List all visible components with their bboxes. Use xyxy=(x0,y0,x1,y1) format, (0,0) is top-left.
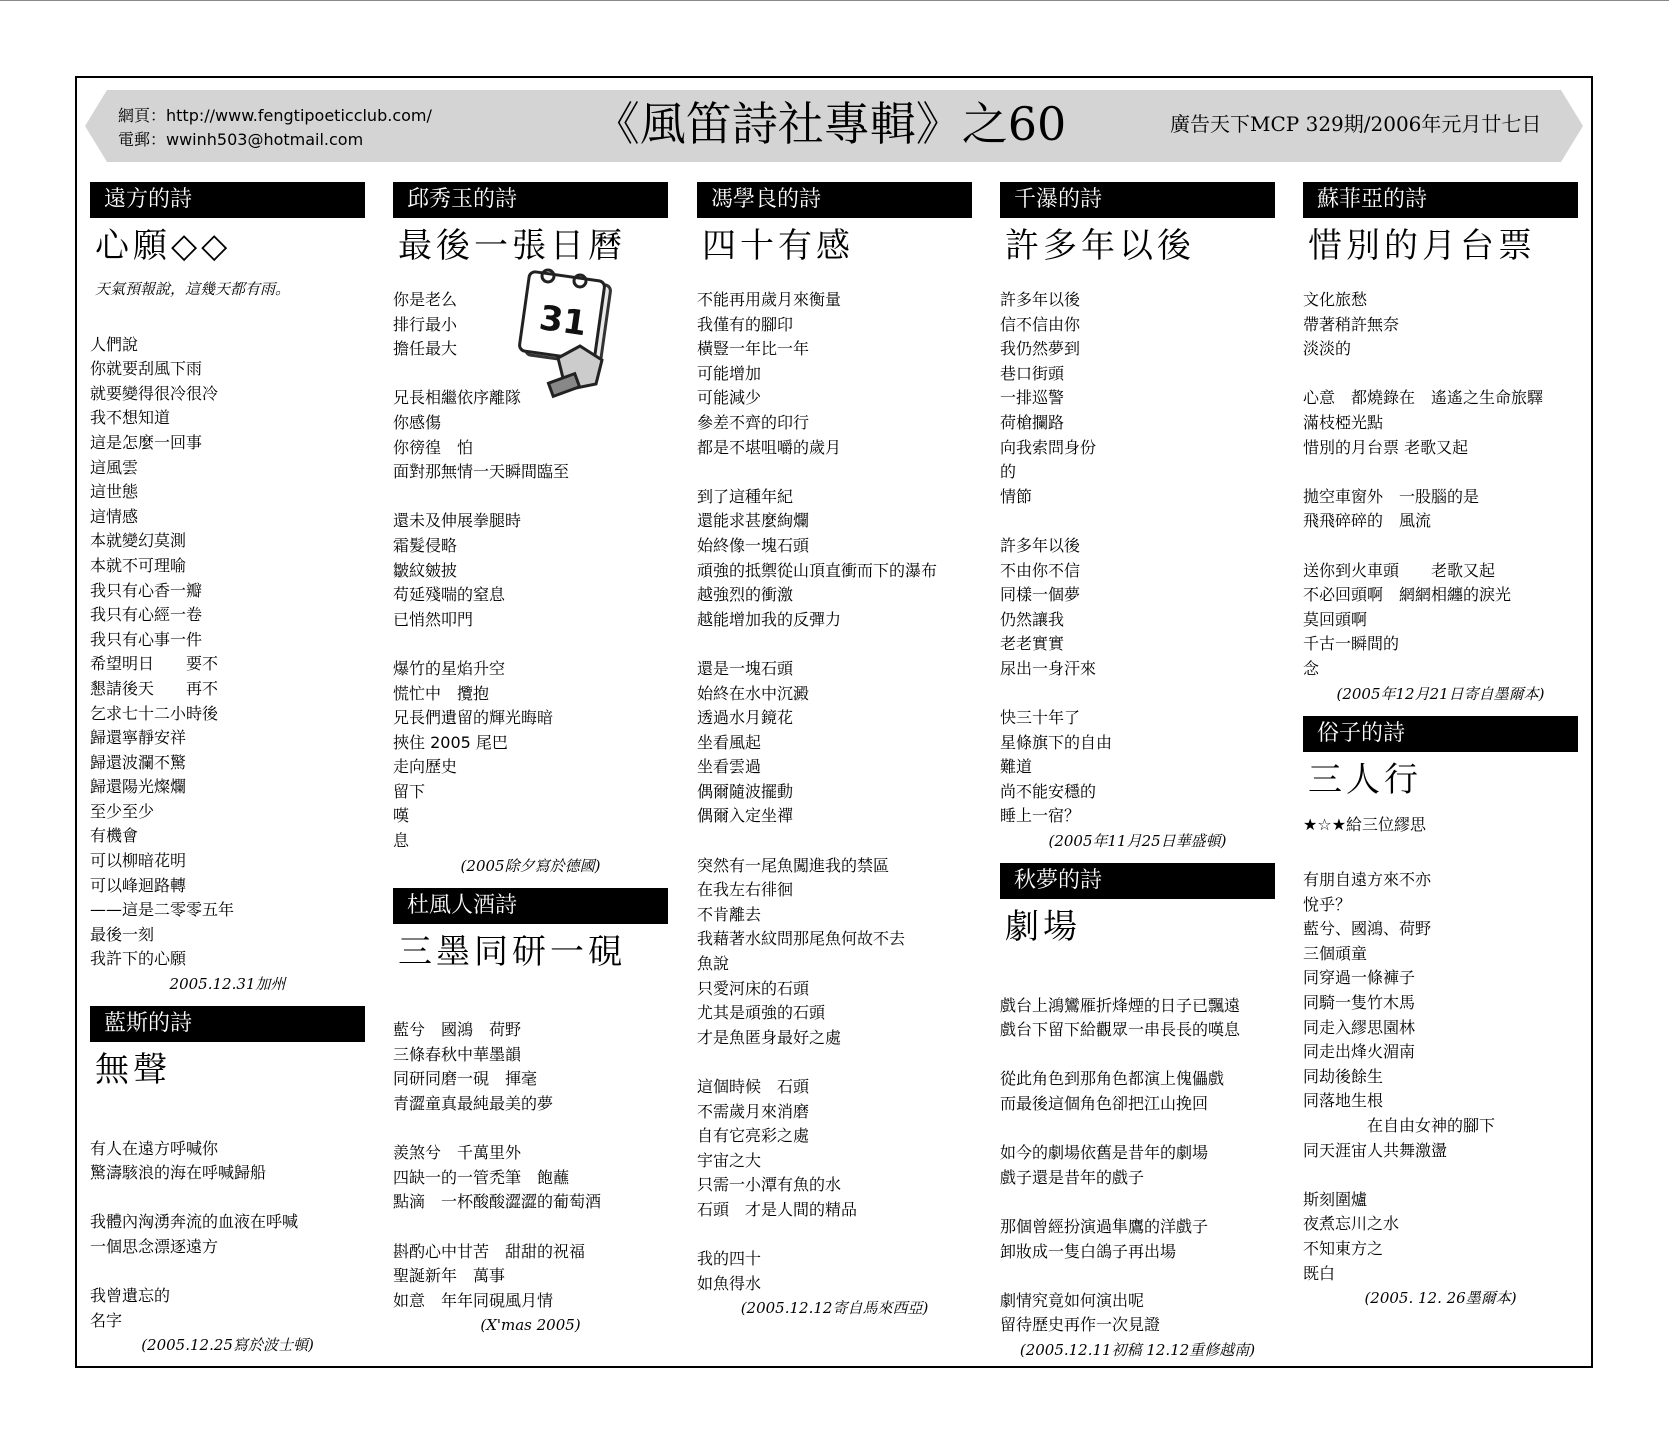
poem-body xyxy=(1000,288,1275,829)
top-rule xyxy=(0,0,1669,1)
poem-line: 霜髮侵略 xyxy=(393,535,458,555)
poem-line: 魚說 xyxy=(697,954,730,974)
poem-line: 同走入繆思園林 xyxy=(1303,1017,1416,1037)
poem-line: 不肯離去 xyxy=(697,904,762,924)
poem-line xyxy=(90,1186,365,1211)
poem-line: 我只有心經一卷 xyxy=(90,605,203,625)
poem-line: 不知東方之 xyxy=(1303,1239,1384,1258)
poem-line: 走向歷史 xyxy=(393,757,458,777)
poem-section xyxy=(90,182,365,996)
poem-line: 突然有一尾魚闖進我的禁區 xyxy=(697,855,890,875)
poem-line: 歸還陽光燦爛 xyxy=(90,777,187,797)
poem-line: 同樣一個夢 xyxy=(1000,585,1081,605)
poem-line: 還未及伸展拳腿時 xyxy=(393,511,522,531)
poem-line: 你是老么 xyxy=(393,290,458,309)
poem-line: 有機會 xyxy=(90,826,139,846)
poem-line: 許多年以後 xyxy=(1000,535,1081,555)
poem-line: 難道 xyxy=(1000,757,1033,777)
poem-line: 戲子還是昔年的戲子 xyxy=(1000,1167,1145,1187)
poem-line: 心意 都燒錄在 遙遙之生命旅驛 xyxy=(1303,388,1544,408)
poem-line: 至少至少 xyxy=(90,801,155,821)
poem-line xyxy=(393,994,668,1019)
poem-line: 只需一小潭有魚的水 xyxy=(697,1175,842,1195)
poem-signature: (2005.12.25寫於波士頓) xyxy=(141,1336,314,1355)
poem-line: 歸還寧靜安祥 xyxy=(90,728,187,748)
poem-line xyxy=(90,308,365,333)
poem-line: 可以柳暗花明 xyxy=(90,851,187,871)
poem-line: 聖誕新年 萬事 xyxy=(393,1266,506,1286)
poem-line: 老老實實 xyxy=(1000,634,1065,654)
poem-line: 面對那無情一天瞬間臨至 xyxy=(393,462,570,482)
poem-line: 橫豎一年比一年 xyxy=(697,339,810,359)
poem-title: 心願◇◇ xyxy=(95,226,232,266)
poem-line: 夜煮忘川之水 xyxy=(1303,1214,1400,1234)
poem-line xyxy=(90,1260,365,1285)
poem-title: 劇場 xyxy=(1005,907,1081,948)
poem-line: 才是魚匿身最好之處 xyxy=(697,1027,842,1047)
poem-line: 偶爾入定坐禪 xyxy=(697,806,794,826)
poem-line: 驚濤駭浪的海在呼喊歸船 xyxy=(90,1163,267,1183)
poem-line: 我許下的心願 xyxy=(90,949,187,969)
poem-line: 一排巡警 xyxy=(1000,388,1065,408)
poem-section xyxy=(1303,182,1578,706)
poem-body xyxy=(1303,288,1578,682)
section-heading: 蘇菲亞的詩 xyxy=(1303,182,1578,218)
poem-signature: (2005.12.12寄自馬來西亞) xyxy=(740,1299,929,1318)
poem-line: 巷口街頭 xyxy=(1000,363,1065,383)
email-text: 電郵：wwinh503@hotmail.com xyxy=(118,130,364,149)
poem-line: 這世態 xyxy=(90,482,139,502)
poem-line: 排行最小 xyxy=(393,314,458,334)
poem-line xyxy=(393,1215,668,1240)
poem-line: 仍然讓我 xyxy=(1000,609,1065,629)
poem-line: 都是不堪咀嚼的歲月 xyxy=(697,437,842,457)
section-heading: 遠方的詩 xyxy=(90,182,365,218)
poem-line: 如今的劇場依舊是昔年的劇場 xyxy=(1000,1143,1209,1163)
header-contact xyxy=(118,104,432,152)
poem-line: 參差不齊的印行 xyxy=(697,412,810,432)
poem-line xyxy=(1000,969,1275,994)
poem-line: 有朋自遠方來不亦 xyxy=(1303,870,1432,890)
poem-line: 同走出烽火湄南 xyxy=(1303,1042,1416,1062)
poem-line: 我的四十 xyxy=(697,1249,762,1269)
poem-line: 爆竹的星焰升空 xyxy=(393,658,506,678)
poem-line: 我僅有的腳印 xyxy=(697,314,794,334)
section-heading: 邱秀玉的詩 xyxy=(393,182,668,218)
poem-line: 頑強的抵禦從山頂直衝而下的瀑布 xyxy=(697,560,938,580)
poem-line: 留下 xyxy=(393,781,426,801)
poem-line xyxy=(697,1223,972,1248)
poem-line: 拋空車窗外 一股腦的是 xyxy=(1303,486,1480,506)
poem-line: 同天涯宙人共舞激盪 xyxy=(1303,1140,1448,1160)
poem-line: 如意 年年同硯風月情 xyxy=(393,1290,554,1310)
poem-line: 斟酌心中甘苦 甜甜的祝福 xyxy=(393,1241,586,1261)
poem-line: 可能增加 xyxy=(697,363,762,383)
poem-line: 擔任最大 xyxy=(393,339,458,359)
poem-line: 還能求甚麼絢爛 xyxy=(697,511,810,531)
poem-line xyxy=(1000,1117,1275,1142)
poem-line: 挾住 2005 尾巴 xyxy=(393,732,508,752)
poem-title: 三人行 xyxy=(1308,759,1422,800)
poem-line xyxy=(393,632,668,657)
poem-line: 兄長們遺留的輝光晦暗 xyxy=(393,708,554,728)
poem-line: 在我左右徘徊 xyxy=(697,880,794,900)
poem-line: 千古一瞬間的 xyxy=(1303,634,1400,654)
poem-title: 惜別的月台票 xyxy=(1308,226,1536,266)
poem-line: 本就不可理喻 xyxy=(90,555,187,575)
poem-line: 只愛河床的石頭 xyxy=(697,978,810,998)
poem-line: 坐看風起 xyxy=(697,732,762,752)
poem-line xyxy=(697,460,972,485)
poem-line: 從此角色到那角色都演上傀儡戲 xyxy=(1000,1069,1225,1089)
poem-signature: (2005年12月21日寄自墨爾本) xyxy=(1336,684,1545,703)
poem-line xyxy=(1303,460,1578,485)
poem-line: 三條春秋中華墨韻 xyxy=(393,1044,522,1064)
poem-title: 無聲 xyxy=(95,1050,171,1091)
poem-line: 嘆 xyxy=(393,806,410,826)
poem-line: 人們說 xyxy=(90,334,139,354)
poem-subtitle: 天氣預報說，這幾天都有雨。 xyxy=(95,280,291,298)
poem-line: 乞求七十二小時後 xyxy=(90,703,219,723)
poem-line: 不能再用歲月來衡量 xyxy=(697,290,842,309)
poem-line: 最後一刻 xyxy=(90,924,155,944)
poem-line: 同騎一隻竹木馬 xyxy=(1303,993,1416,1013)
issue-info: 廣告天下MCP 329期/2006年元月廿七日 xyxy=(1170,112,1542,136)
column-3 xyxy=(697,182,972,1320)
poem-line: 不必回頭啊 網網相纏的淚光 xyxy=(1303,585,1512,605)
poem-body xyxy=(90,1112,365,1333)
poem-line: 懇請後天 再不 xyxy=(90,678,219,698)
poem-line: 石頭 才是人間的精品 xyxy=(697,1199,858,1219)
poem-line: 始終在水中沉澱 xyxy=(697,683,810,703)
section-heading: 藍斯的詩 xyxy=(90,1006,365,1042)
poem-line: 在自由女神的腳下 xyxy=(1303,1116,1496,1136)
poem-line: 莫回頭啊 xyxy=(1303,609,1368,629)
poem-line: 同劫後餘生 xyxy=(1303,1066,1384,1086)
poem-line: 留待歷史再作一次見證 xyxy=(1000,1315,1161,1335)
poem-line: 點滴 一杯酸酸澀澀的葡萄酒 xyxy=(393,1192,602,1212)
poem-signature: 2005.12.31加州 xyxy=(169,975,286,994)
poem-line: 你就要刮風下雨 xyxy=(90,359,203,379)
poem-line: 快三十年了 xyxy=(1000,708,1081,728)
poem-line: 這風雲 xyxy=(90,457,139,477)
poem-line: 這情感 xyxy=(90,506,139,526)
section-heading: 杜風人酒詩 xyxy=(393,888,668,924)
poem-line: 始終像一塊石頭 xyxy=(697,535,810,555)
poem-section xyxy=(393,888,668,1338)
poem-line xyxy=(393,1117,668,1142)
poem-section xyxy=(1000,863,1275,1362)
poem-section xyxy=(90,1006,365,1357)
poem-line: 就要變得很冷很冷 xyxy=(90,383,219,403)
poem-section xyxy=(1303,716,1578,1311)
poem-line: 戲台上鴻鸞雁折烽煙的日子已飄遠 xyxy=(1000,995,1241,1015)
poem-line: 可以峰迴路轉 xyxy=(90,875,187,895)
poem-title: 許多年以後 xyxy=(1005,226,1195,266)
section-heading: 千瀑的詩 xyxy=(1000,182,1275,218)
poem-line: 苟延殘喘的窒息 xyxy=(393,585,506,605)
poem-line: 越能增加我的反彈力 xyxy=(697,609,842,629)
section-heading: 俗子的詩 xyxy=(1303,716,1578,752)
svg-text:31: 31 xyxy=(536,298,590,345)
poem-body xyxy=(90,308,365,972)
poem-line: 尿出一身汗來 xyxy=(1000,658,1097,678)
poem-line: 淡淡的 xyxy=(1303,339,1352,359)
poem-line xyxy=(1303,534,1578,559)
poem-title: 最後一張日曆 xyxy=(398,226,626,266)
poem-section xyxy=(697,182,972,1320)
poem-line: 越強烈的衝激 xyxy=(697,585,794,605)
poem-line: 有人在遠方呼喊你 xyxy=(90,1138,219,1158)
poem-line: 我體內洶湧奔流的血液在呼喊 xyxy=(90,1212,299,1232)
poem-line: ——這是二零零五年 xyxy=(90,900,235,920)
column-1 xyxy=(90,182,365,1357)
poem-line: 我不想知道 xyxy=(90,408,171,428)
poem-line: 皺紋皴披 xyxy=(393,560,458,580)
poem-line: 本就變幻莫測 xyxy=(90,531,187,551)
poem-body xyxy=(1000,969,1275,1338)
poem-line xyxy=(1303,362,1578,387)
poem-line: 許多年以後 xyxy=(1000,290,1081,309)
poem-line xyxy=(1303,1163,1578,1188)
poem-line: 尚不能安穩的 xyxy=(1000,781,1097,801)
poem-line: 荷槍攔路 xyxy=(1000,412,1065,432)
poem-line: 名字 xyxy=(90,1310,123,1330)
poem-line: 不由你不信 xyxy=(1000,560,1081,580)
poem-line: 我曾遺忘的 xyxy=(90,1286,171,1306)
poem-title: 三墨同研一硯 xyxy=(398,931,626,972)
poem-line: 尤其是頑強的石頭 xyxy=(697,1003,826,1023)
poem-line: 透過水月鏡花 xyxy=(697,708,794,728)
section-heading: 秋夢的詩 xyxy=(1000,863,1275,899)
page-title: 《風笛詩社專輯》之60 xyxy=(593,97,1067,151)
poem-line: 劇情究竟如何演出呢 xyxy=(1000,1290,1145,1310)
poem-body xyxy=(393,994,668,1314)
poem-line xyxy=(1000,1043,1275,1068)
poem-line: 惜別的月台票 老歌又起 xyxy=(1303,437,1469,457)
poem-line: 息 xyxy=(393,831,410,851)
poem-line: 還是一塊石頭 xyxy=(697,658,794,678)
poem-line xyxy=(1000,1190,1275,1215)
poem-line xyxy=(1000,1264,1275,1289)
website-text: 網頁：http://www.fengtipoeticclub.com/ xyxy=(118,106,432,125)
poem-line: 信不信由你 xyxy=(1000,314,1081,334)
poem-line: 坐看雲過 xyxy=(697,757,762,777)
poem-line: 如魚得水 xyxy=(697,1273,762,1293)
poem-line: 睡上一宿？ xyxy=(1000,806,1081,826)
poem-line: 而最後這個角色卻把江山挽回 xyxy=(1000,1094,1209,1114)
poem-line: 三個頑童 xyxy=(1303,943,1368,963)
poem-line xyxy=(90,1112,365,1137)
poem-line: 斯刻圍爐 xyxy=(1303,1189,1368,1209)
poem-line: 文化旅愁 xyxy=(1303,290,1368,309)
poem-subtitle: ★☆★給三位繆思 xyxy=(1303,814,1427,834)
calendar-icon xyxy=(510,262,620,402)
poem-line: 藍兮、國鴻、荷野 xyxy=(1303,919,1432,939)
poem-line: 這是怎麼一回事 xyxy=(90,432,203,452)
poem-line xyxy=(1303,844,1578,869)
poem-line: 羨煞兮 千萬里外 xyxy=(393,1143,522,1163)
poem-line: 可能減少 xyxy=(697,388,762,408)
poem-line xyxy=(393,485,668,510)
poem-line: 宇宙之大 xyxy=(697,1150,762,1170)
poem-signature: (2005. 12. 26墨爾本) xyxy=(1364,1289,1517,1308)
poem-line: 青澀童真最純最美的夢 xyxy=(393,1094,554,1114)
poem-line: 希望明日 要不 xyxy=(90,654,219,674)
column-4 xyxy=(1000,182,1275,1362)
poem-line xyxy=(697,632,972,657)
poem-line: 你徬徨 怕 xyxy=(393,437,474,457)
poem-line: 向我索問身份 xyxy=(1000,437,1097,457)
poem-line: 悅乎？ xyxy=(1303,894,1352,914)
poem-line: 慌忙中 攬抱 xyxy=(393,683,490,703)
poem-line: 我藉著水紋問那尾魚何故不去 xyxy=(697,929,906,949)
poem-signature: (X'mas 2005) xyxy=(480,1316,581,1335)
poem-line: 卸妝成一隻白鴿子再出場 xyxy=(1000,1241,1177,1261)
poem-line: 不需歲月來消磨 xyxy=(697,1101,810,1121)
poem-signature: (2005除夕寫於德國) xyxy=(460,856,601,875)
poem-line: 飛飛碎碎的 風流 xyxy=(1303,511,1432,531)
poem-line: 戲台下留下給觀眾一串長長的嘆息 xyxy=(1000,1020,1241,1040)
poem-line: 一個思念漂逐遠方 xyxy=(90,1237,219,1256)
poem-line: 既白 xyxy=(1303,1263,1336,1283)
poem-line: 偶爾隨波擺動 xyxy=(697,781,794,801)
poem-line: 你感傷 xyxy=(393,412,442,432)
poem-line: 帶著稍許無奈 xyxy=(1303,314,1400,334)
poem-line: 同研同磨一硯 揮毫 xyxy=(393,1069,538,1089)
poem-line: 我只有心香一瓣 xyxy=(90,580,203,600)
poem-line: 兄長相繼依序離隊 xyxy=(393,388,522,408)
poem-line: 歸還波瀾不驚 xyxy=(90,752,187,772)
poem-line: 星條旗下的自由 xyxy=(1000,732,1113,752)
poem-body xyxy=(697,288,972,1296)
poem-line: 送你到火車頭 老歌又起 xyxy=(1303,560,1496,580)
poem-line: 四缺一的一管禿筆 飽蘸 xyxy=(393,1167,570,1187)
poem-line: 到了這種年紀 xyxy=(697,486,794,506)
section-heading: 馮學良的詩 xyxy=(697,182,972,218)
poem-line: 情節 xyxy=(1000,486,1033,506)
poem-line: 自有它亮彩之處 xyxy=(697,1126,810,1146)
poem-line: 我仍然夢到 xyxy=(1000,339,1081,359)
poem-line xyxy=(1000,509,1275,534)
poem-line: 同落地生根 xyxy=(1303,1091,1384,1111)
poem-title: 四十有感 xyxy=(702,226,854,266)
poem-line: 的 xyxy=(1000,462,1017,482)
poem-line: 這個時候 石頭 xyxy=(697,1077,810,1096)
poem-line: 同穿過一條褲子 xyxy=(1303,968,1416,988)
poem-line: 那個曾經扮演過隼鷹的洋戲子 xyxy=(1000,1217,1209,1236)
column-5 xyxy=(1303,182,1578,1310)
poem-line xyxy=(1000,682,1275,707)
poem-line: 藍兮 國鴻 荷野 xyxy=(393,1020,522,1040)
poem-line xyxy=(697,829,972,854)
poem-line xyxy=(697,1050,972,1075)
poem-line: 已悄然叩門 xyxy=(393,609,474,629)
poem-section xyxy=(1000,182,1275,853)
poem-signature: (2005年11月25日華盛頓) xyxy=(1048,832,1227,851)
poem-signature: (2005.12.11初稿 12.12重修越南) xyxy=(1019,1340,1256,1359)
poem-line: 滿枝椏光點 xyxy=(1303,412,1384,432)
poem-line: 念 xyxy=(1303,658,1320,678)
poem-line: 我只有心事一件 xyxy=(90,629,203,649)
poem-body xyxy=(1303,844,1578,1287)
